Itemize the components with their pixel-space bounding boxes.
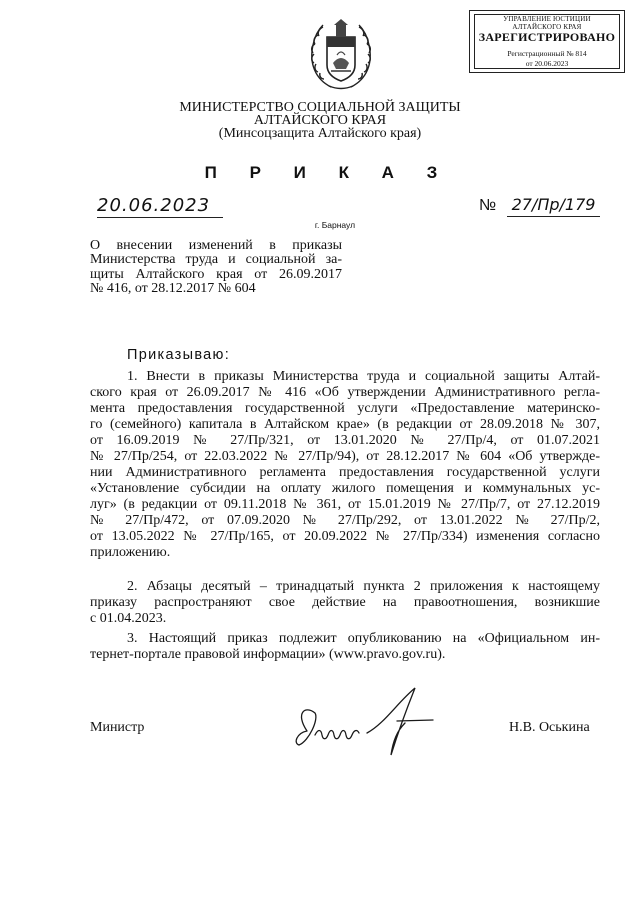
stamp-registration-date: от 20.06.2023 (525, 59, 569, 68)
stamp-registered-label: ЗАРЕГИСТРИРОВАНО (478, 30, 616, 44)
ministry-short-name: (Минсоцзащита Алтайского края) (218, 126, 422, 141)
paragraph-line: луг» (в редакции от 09.11.2018 № 361, от 15.01.2019 № 27/Пр/7, от 27.12.2019 (90, 497, 600, 512)
paragraph-line: № 27/Пр/472, от 07.09.2020 № 27/Пр/292, от 13.01.2022 № 27/Пр/2, (90, 513, 600, 528)
paragraph-line: ского края от 26.09.2017 № 416 «Об утверждении Административного регла- (90, 385, 600, 400)
coat-of-arms-icon (301, 13, 381, 93)
document-type-title: П Р И К А З (204, 163, 452, 182)
signer-title: Министр (90, 720, 145, 735)
paragraph-line: тернет-портале правовой информации» (www.pravo.gov.ru). (90, 647, 446, 662)
stamp-authority (475, 15, 619, 31)
paragraph-3 (90, 631, 600, 663)
order-subject (90, 239, 342, 296)
subject-line: Министерства труда и социальной за- (90, 252, 342, 268)
stamp-inner-frame (474, 14, 620, 69)
paragraph-line: нии Административного регламента предоставления государственной услуги (90, 465, 600, 480)
stamp-authority-line1: УПРАВЛЕНИЕ ЮСТИЦИИ (503, 15, 591, 23)
order-number: 27/Пр/179 (507, 196, 600, 217)
subject-line: щиты Алтайского края от 26.09.2017 (90, 266, 342, 282)
subject-line: О внесении изменений в приказы (90, 238, 342, 253)
paragraph-line: го (семейного) капитала в Алтайском крае» (в редакции от 28.09.2018 № 307, (90, 417, 600, 432)
paragraph-line: приказу распространяют свое действие на правоотношения, возникшие (90, 595, 600, 610)
paragraph-line: «Установление субсидии на оплату жилого помещения и коммунальных ус- (90, 481, 600, 496)
ministry-name-line2: АЛТАЙСКОГО КРАЯ (253, 113, 387, 128)
paragraph-line: от 16.09.2019 № 27/Пр/321, от 13.01.2020 № 27/Пр/4, от 01.07.2021 (90, 433, 600, 448)
subject-line: № 416, от 28.12.2017 № 604 (90, 280, 256, 296)
ministry-header (0, 101, 640, 140)
city-label: г. Барнаул (314, 220, 356, 230)
paragraph-line: с 01.04.2023. (90, 611, 167, 626)
paragraph-line: приложению. (90, 545, 171, 560)
stamp-authority-line2: АЛТАЙСКОГО КРАЯ (512, 23, 582, 31)
paragraph-line: 3. Настоящий приказ подлежит опубликованию на «Официальном ин- (127, 631, 600, 646)
paragraph-line: от 13.05.2022 № 27/Пр/165, от 20.09.2022 № 27/Пр/334) изменения согласно (90, 529, 600, 544)
ministry-name-line1: МИНИСТЕРСТВО СОЦИАЛЬНОЙ ЗАЩИТЫ (179, 100, 461, 115)
number-sign: № (479, 197, 497, 214)
paragraph-line: мента предоставления государственной услуги «Предоставление материнско- (90, 401, 600, 416)
paragraph-line: 1. Внести в приказы Министерства труда и социальной защиты Алтай- (127, 369, 600, 384)
paragraph-1 (90, 369, 600, 561)
order-date: 20.06.2023 (97, 197, 223, 218)
registration-stamp (469, 10, 625, 73)
paragraph-2 (90, 579, 600, 627)
stamp-registration-number: Регистрационный № 814 (507, 49, 587, 58)
preamble: Приказываю: (127, 347, 231, 363)
paragraph-line: № 27/Пр/254, от 22.03.2022 № 27/Пр/94), от 28.12.2017 № 604 «Об утвержде- (90, 449, 600, 464)
paragraph-line: 2. Абзацы десятый – тринадцатый пункта 2 приложения к настоящему (127, 579, 600, 594)
signer-name: Н.В. Оськина (509, 720, 590, 735)
handwritten-signature-icon (285, 683, 435, 763)
